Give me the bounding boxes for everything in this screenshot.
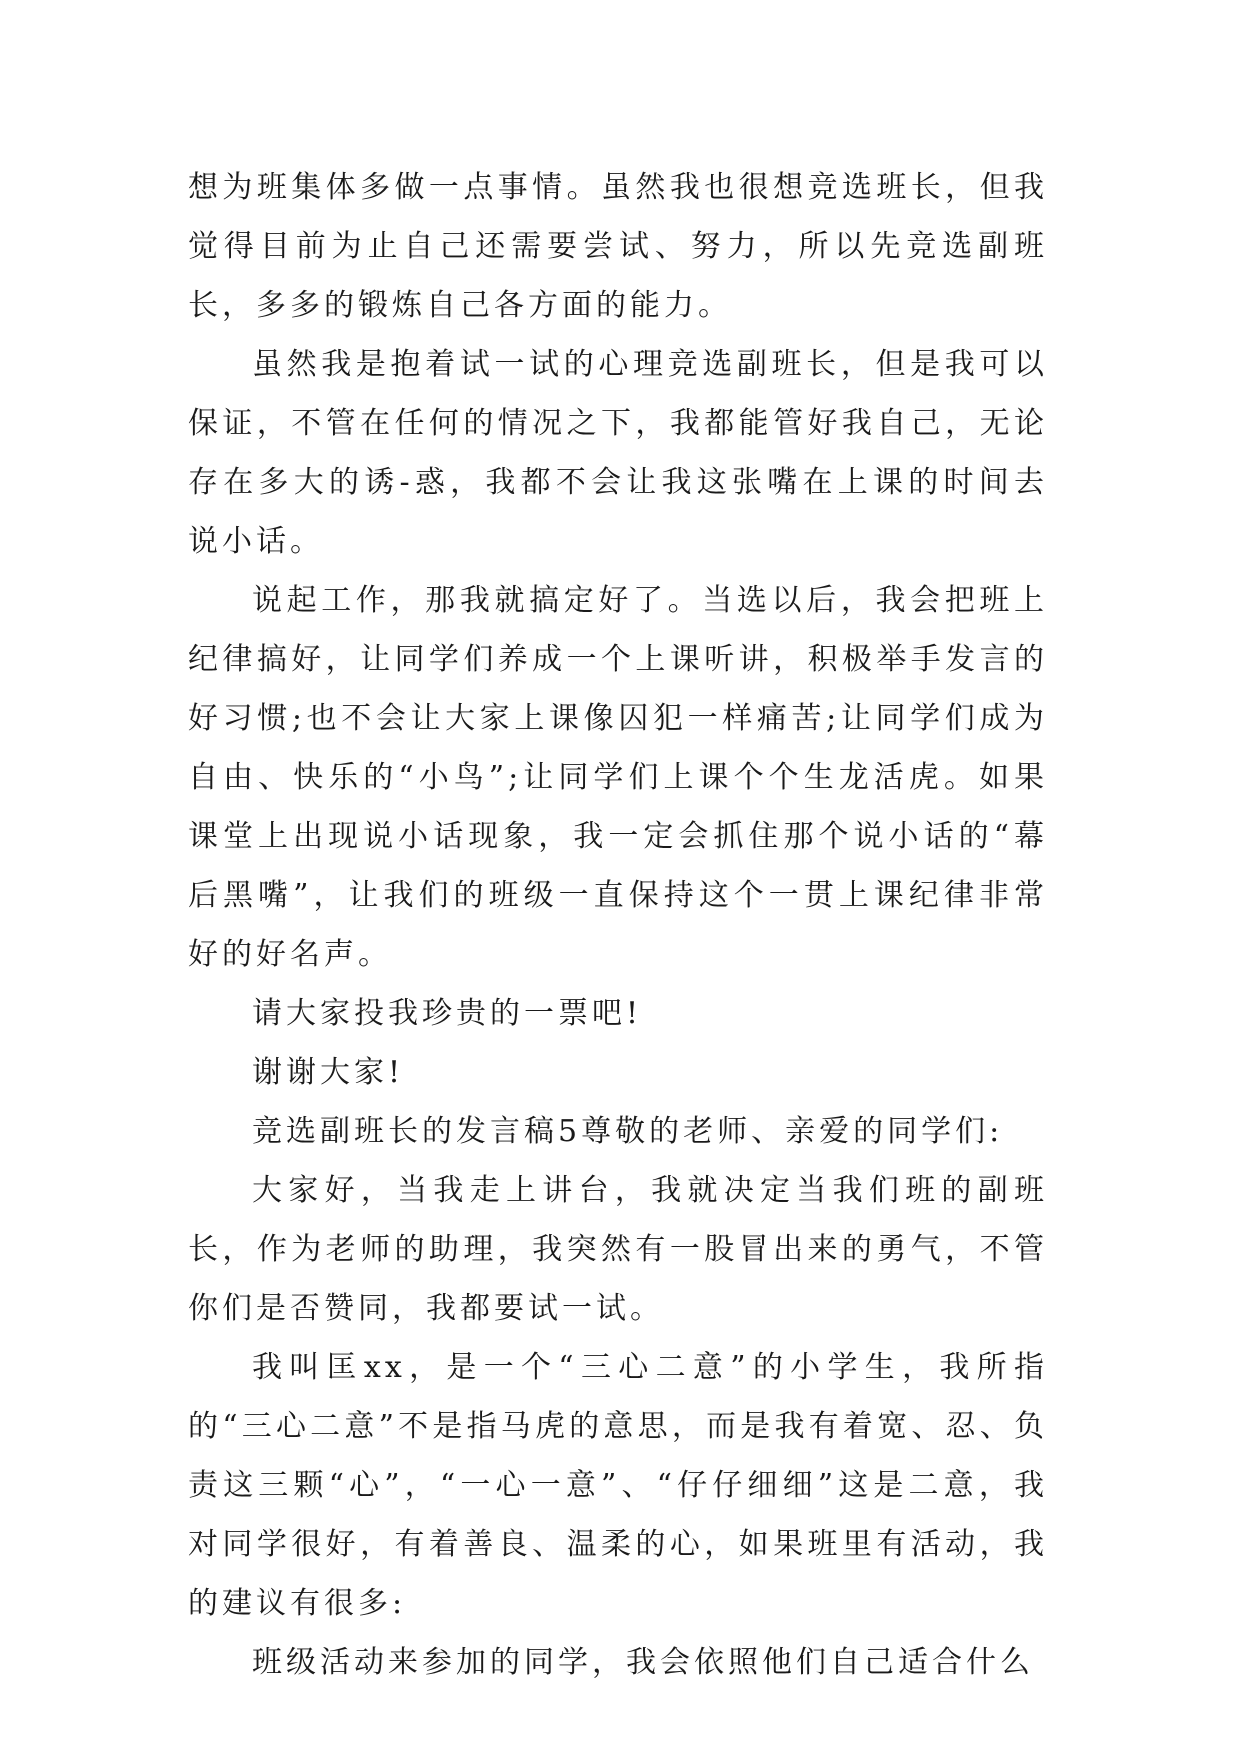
document-body	[188, 158, 1048, 1692]
paragraph-5: 谢谢大家!	[252, 1055, 405, 1090]
paragraph-9: 班级活动来参加的同学，我会依照他们自己适合什么	[252, 1645, 1034, 1680]
paragraph-1: 想为班集体多做一点事情。虽然我也很想竞选班长，但我觉得目前为止自己还需要尝试、努力，所以先竞选副班长，多多的锻炼自己各方面的能力。	[188, 170, 1048, 323]
paragraph-3: 说起工作，那我就搞定好了。当选以后，我会把班上纪律搞好，让同学们养成一个上课听讲，积极举手发言的好习惯;也不会让大家上课像囚犯一样痛苦;让同学们成为自由、快乐的“小鸟”;让同学们上课个个生龙活虎。如果课堂上出现说小话现象，我一定会抓住那个说小话的“幕后黑嘴”，让我们的班级一直保持这个一贯上课纪律非常好的好名声。	[188, 583, 1048, 972]
paragraph-7: 大家好，当我走上讲台，我就决定当我们班的副班长，作为老师的助理，我突然有一股冒出来的勇气，不管你们是否赞同，我都要试一试。	[188, 1173, 1048, 1326]
paragraph-2: 虽然我是抱着试一试的心理竞选副班长，但是我可以保证，不管在任何的情况之下，我都能管好我自己，无论存在多大的诱-惑，我都不会让我这张嘴在上课的时间去说小话。	[188, 347, 1048, 559]
paragraph-8: 我叫匡xx，是一个“三心二意”的小学生，我所指的“三心二意”不是指马虎的意思，而是我有着宽、忍、负责这三颗“心”，“一心一意”、“仔仔细细”这是二意，我对同学很好，有着善良、温柔的心，如果班里有活动，我的建议有很多:	[188, 1350, 1048, 1621]
speech-heading: 竞选副班长的发言稿5尊敬的老师、亲爱的同学们:	[252, 1114, 1004, 1149]
paragraph-4: 请大家投我珍贵的一票吧!	[252, 996, 643, 1031]
